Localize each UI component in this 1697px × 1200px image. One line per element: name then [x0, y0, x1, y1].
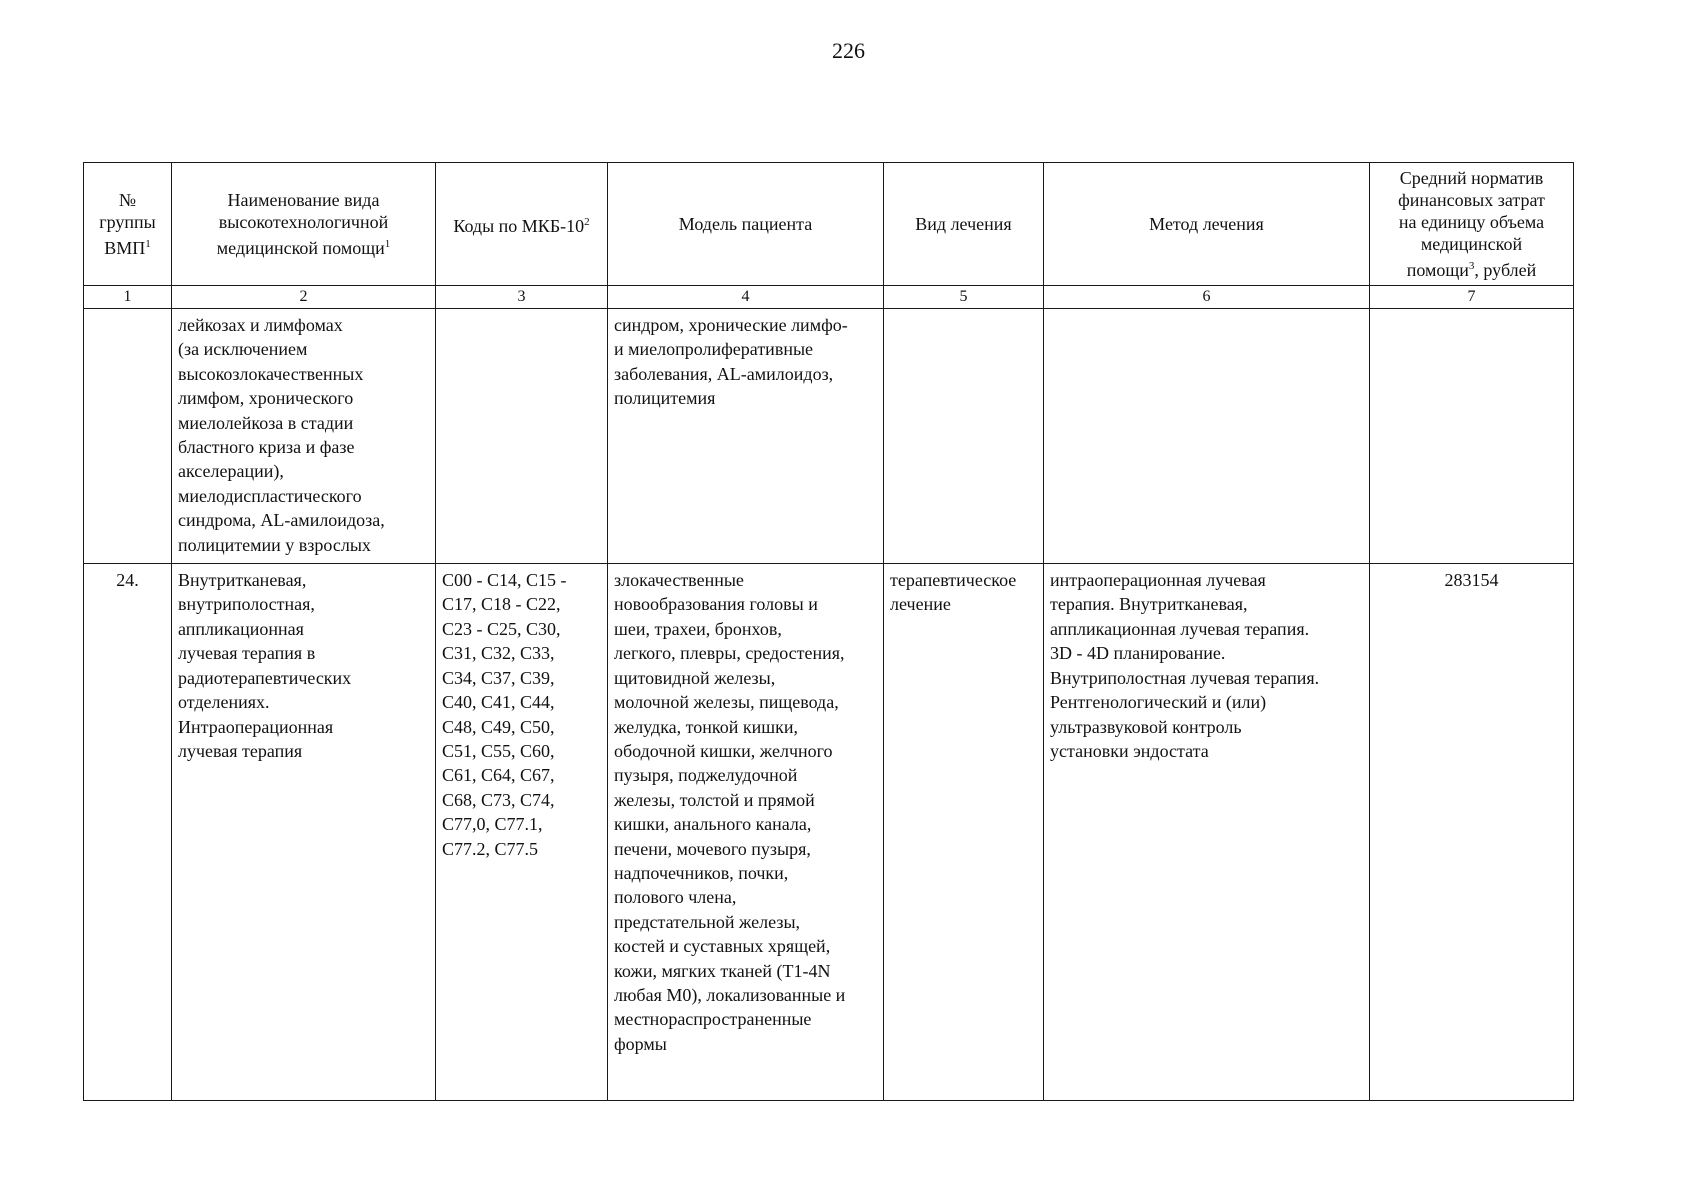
cell-cost	[1370, 309, 1574, 564]
table-row	[84, 309, 1574, 564]
header-row	[84, 163, 1574, 286]
header-type: Вид лечения	[884, 163, 1044, 286]
column-number: 3	[436, 286, 608, 309]
cell-codes: C00 - C14, C15 - C17, C18 - C22, C23 - C25, C30, C31, C32, C33, C34, C37, C39, C40, C41, C44, C48, C49, C50, C51, C55, C60, C61, C64, C67, C68, C73, C74, C77,0, C77.1, C77.2, C77.5	[436, 564, 608, 1101]
column-number: 6	[1044, 286, 1370, 309]
header-model: Модель пациента	[608, 163, 884, 286]
cell-type: терапевтическое лечение	[884, 564, 1044, 1101]
cell-name: лейкозах и лимфомах (за исключением высокозлокачественных лимфом, хронического миелолейкоза в стадии бластного криза и фазе акселерации), миелодиспластического синдрома, AL-амилоидоза, полицитемии у взрослых	[172, 309, 436, 564]
cell-cost: 283154	[1370, 564, 1574, 1101]
table-row	[84, 564, 1574, 1101]
column-number: 5	[884, 286, 1044, 309]
cell-method: интраоперационная лучевая терапия. Внутритканевая, аппликационная лучевая терапия. 3D - 4D планирование. Внутриполостная лучевая терапия. Рентгенологический и (или) ультразвуковой контроль установки эндостата	[1044, 564, 1370, 1101]
vmp-table	[83, 162, 1574, 1101]
header-codes: Коды по МКБ-$10^2$	[436, 163, 608, 286]
cell-type	[884, 309, 1044, 564]
cell-codes	[436, 309, 608, 564]
cell-model: злокачественные новообразования головы и шеи, трахеи, бронхов, легкого, плевры, средостения, щитовидной железы, молочной железы, пищевода, желудка, тонкой кишки, ободочной кишки, желчного пузыря, поджелудочной железы, толстой и прямой кишки, анального канала, печени, мочевого пузыря, надпочечников, почки, полового члена, предстательной железы, костей и суставных хрящей, кожи, мягких тканей (T1-4N любая M0), локализованные и местнораспространенные формы	[608, 564, 884, 1101]
cell-model: синдром, хронические лимфо- и миелопролиферативные заболевания, AL-амилоидоз, полицитемия	[608, 309, 884, 564]
cell-group: 24.	[84, 564, 172, 1101]
page-number: 226	[832, 38, 865, 63]
cell-name: Внутритканевая, внутриполостная, аппликационная лучевая терапия в радиотерапевтических отделениях. Интраоперационная лучевая терапия	[172, 564, 436, 1101]
header-cost: Средний норматив финансовых затрат на единицу объема медицинской помощи$^3$, рублей	[1370, 163, 1574, 286]
cell-group	[84, 309, 172, 564]
header-group: № группы ВМП$^1$	[84, 163, 172, 286]
header-name: Наименование вида высокотехнологичной медицинской помощи$^1$	[172, 163, 436, 286]
column-number: 7	[1370, 286, 1574, 309]
column-number: 1	[84, 286, 172, 309]
header-method: Метод лечения	[1044, 163, 1370, 286]
column-number: 2	[172, 286, 436, 309]
column-number: 4	[608, 286, 884, 309]
cell-method	[1044, 309, 1370, 564]
column-number-row	[84, 286, 1574, 309]
